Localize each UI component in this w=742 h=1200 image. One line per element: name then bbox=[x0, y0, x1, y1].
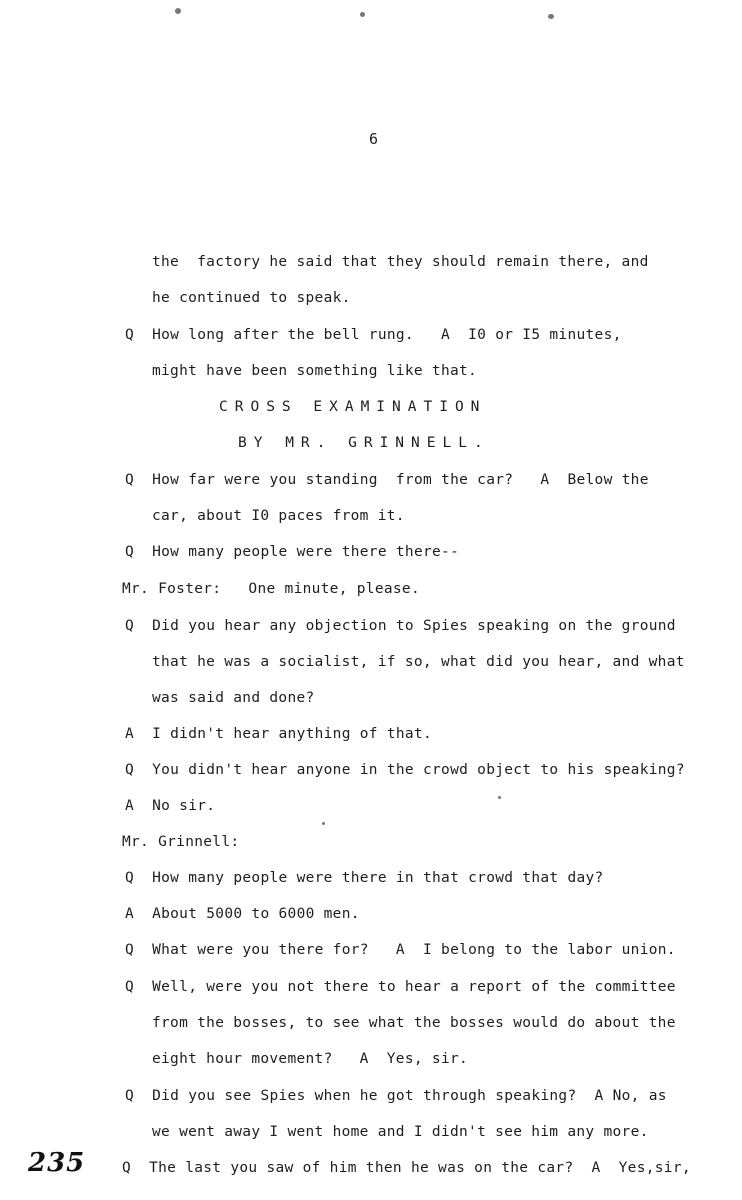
text-line: might have been something like that. bbox=[152, 363, 478, 379]
text-line: Q How far were you standing from the car? A Below the bbox=[125, 472, 649, 488]
page-number: 6 bbox=[369, 130, 379, 148]
text-line: car, about I0 paces from it. bbox=[152, 508, 405, 524]
text-line: A I didn't hear anything of that. bbox=[125, 726, 433, 742]
section-heading: CROSS EXAMINATION bbox=[219, 399, 487, 415]
text-line: eight hour movement? A Yes, sir. bbox=[152, 1051, 469, 1067]
scan-speck bbox=[498, 796, 501, 799]
text-line: was said and done? bbox=[152, 690, 315, 706]
scan-speck bbox=[360, 12, 365, 17]
text-line: that he was a socialist, if so, what did you hear, and what bbox=[152, 654, 685, 670]
scan-speck bbox=[322, 822, 325, 825]
text-line: Q What were you there for? A I belong to the labor union. bbox=[125, 942, 676, 958]
scan-speck bbox=[548, 14, 554, 19]
text-line: A No sir. bbox=[125, 798, 216, 814]
text-line: Q How many people were there in that crowd that day? bbox=[125, 870, 604, 886]
scan-speck bbox=[175, 8, 181, 14]
text-line: Q How many people were there there-- bbox=[125, 544, 460, 560]
text-line: from the bosses, to see what the bosses would do about the bbox=[152, 1015, 676, 1031]
text-line: Mr. Grinnell: bbox=[122, 834, 240, 850]
text-line: we went away I went home and I didn't see him any more. bbox=[152, 1124, 649, 1140]
text-line: A About 5000 to 6000 men. bbox=[125, 906, 360, 922]
text-line: Q The last you saw of him then he was on the car? A Yes,sir, bbox=[122, 1160, 691, 1176]
text-line: Q You didn't hear anyone in the crowd object to his speaking? bbox=[125, 762, 685, 778]
text-line: he continued to speak. bbox=[152, 290, 351, 306]
handwritten-margin-note: 235 bbox=[28, 1148, 86, 1178]
section-subheading: BY MR. GRINNELL. bbox=[238, 435, 490, 451]
text-line: Q Did you see Spies when he got through speaking? A No, as bbox=[125, 1088, 667, 1104]
text-line: Mr. Foster: One minute, please. bbox=[122, 581, 420, 597]
text-line: the factory he said that they should remain there, and bbox=[152, 254, 649, 270]
text-line: Q Did you hear any objection to Spies speaking on the ground bbox=[125, 618, 676, 634]
text-line: Q Well, were you not there to hear a report of the committee bbox=[125, 979, 676, 995]
text-line: Q How long after the bell rung. A I0 or I5 minutes, bbox=[125, 327, 622, 343]
